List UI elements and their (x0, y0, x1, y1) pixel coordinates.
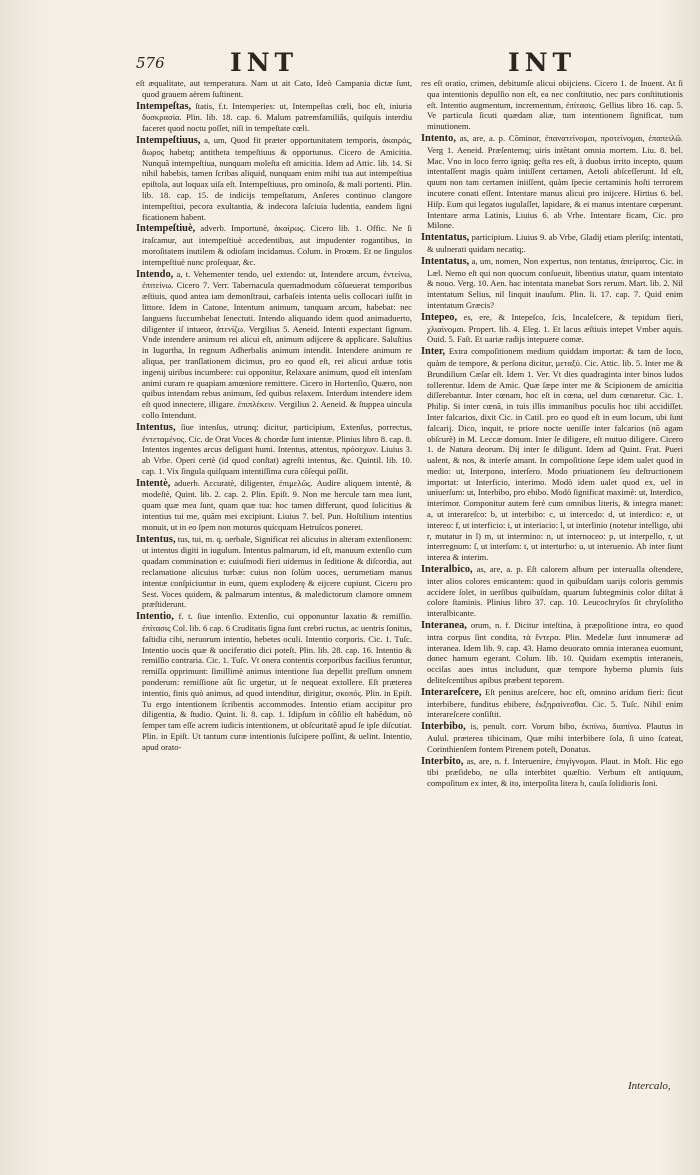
entry-text: as, are, a. p. Cõminor, ἐπανατείνομαι, προτείνομαι, ἐπαπειλῶ. Verg 1. Aeneid. Præſentemq; uiris intẽtant omnia mortem. Liu. 8. bel. Mac. Vno in loco ferro igniq; geſta res eſt, à duobus irrito incepto, quum intentaſſent magis quàm iniiſſent certamen, Aetoli abſceſſerunt. Id eſt, quum non tam certamen iniiſſent, quàm ſpecie certaminis hoſti terrorem incutere conati eſſent. Intentare manus alicui pro inijcere. Hirtius 6. bel. Hiſp. Eum qui legatos iugulaſſet, lapidare, & ei manus intentare cœperunt. Intentare arma Latinis, Liuius 6. ab Vrbe. Intentare ficam, Cic. pro Milone. (427, 132, 683, 231)
page-number: 576 (136, 54, 165, 72)
left-running-head: INT (230, 48, 299, 77)
running-head (0, 48, 700, 78)
dictionary-entry (136, 422, 412, 477)
entry-headword: Interanea, (421, 620, 467, 632)
catchword: Intercalo, (628, 1080, 671, 1092)
dictionary-entry (421, 78, 683, 132)
entry-text: eſt æqualitate, aut temperatura. Nam ut ait Cato, Ideò Campania dictæ ſunt, quod grauem aërem ſuſtinent. (136, 78, 412, 99)
entry-headword: Intentè, (136, 477, 171, 489)
entry-headword: Interbibo, (421, 721, 466, 733)
entry-text: aduerb. Accuratè, diligenter, ἐπιμελῶς. Audire aliquem intentè, & modeſtè, Quint. lib. 2. cap. 2. Plin. Epiſt. 9. Non me hercule tam mea ſunt, quam quæ mea ſunt, quam quæ tua: hoc tamen differunt, quod ſolicitius & intentius tui me, quãm mei excipiunt. Liuius 7. bel. Pun. Hoſtilium intentius monuit, ut in eo ſpem non moturos quicquam Hetruſcos poneret. (142, 477, 412, 532)
entry-headword: Intempeſtiuè, (136, 223, 196, 235)
dictionary-entry (136, 611, 412, 752)
dictionary-entry (136, 269, 412, 421)
dictionary-entry (421, 232, 683, 255)
entry-text: f. t. ſiue intenſio. Extenſio, cui opponuntur laxatio & remiſſio. ἐπίτασις Col. lib. 6 cap. 6 Cruditatis ſigna ſunt crebri ructus, ac uentris ſonitus, faſtidia cibi, neruorum intentio, hebetes oculi. Intentio corporis. Cic. 1. Tuſc. Intentio uocis quæ & uociferatio dici poteſt. Plin. lib. 28. cap. 16. Intentio & remiſſio contraria. Cic. 1. Tuſc. Vt onera contentis corporibus facilius feruntur, remiſſa opprimunt: ſimillimè animus intentione ſua depellit preſſum omnem ponderum: remiſſione aũt ſic urgetur, ut ſe nequeat extollere. Eſt præterea intentio, finis quò animus, ad quod intenditur, dirigitur, σκοπός. Plin. in Epiſt. Tu ergo intentionem ſcribentis accommodes. Intentio etiam accipitur pro diligentia, & ſtudio. Quint. li. 8. cap. 1. Idipſum in cõſilio eſt habẽdum, nõ ſemper tam eſſe acrem iudicis intentionem, ut obſcuritatẽ apud ſe ipſe diſcutiat. Plin. in Epiſt. Ut tantum curæ intentionis ſuſcipere poſſint, & uelint. Intentio, apud orato- (142, 611, 412, 752)
dictionary-entry (421, 687, 683, 720)
entry-headword: Intentatus, (421, 255, 470, 267)
entry-headword: Intentatus, (421, 232, 470, 244)
entry-text: tus, tui, m. q. uerbale, Significat rei alicuius in alteram extenſionem: ut intentus digiti in iugulum. Intentus palmarum, id eſt, manuum extenſio cum quadam commination e: cuiuſmodi fieri uidemus in ſeditione & diſcordia, aut reclamatione alicuius turbæ: cuius non ſolùm uoces, uerumetiam manus intentæ conſpiciuntur in eum, quem exploderę & eijcere cupiunt. Cicero pro Sest. Voces quidem, & palmarum intentus, & maledictorum clamore omnem præſtiderunt. (142, 533, 412, 610)
entry-headword: Intentio, (136, 611, 174, 623)
entry-headword: Intentus, (136, 533, 176, 545)
entry-headword: Intendo, (136, 268, 174, 280)
dictionary-entry (136, 78, 412, 100)
dictionary-entry (136, 478, 412, 533)
right-column (421, 78, 683, 1123)
entry-text: Extra compoſitionem medium quiddam importat: & tam de loco, quàm de tempore, & perſona dicitur, μεταξύ. Cic. Attic. lib. 5. Inter me & Brundiſium Cæſar eſt. Idem 1. Ver. Vt dies quadraginta inter binos ludos tollerentur. Idem de Amic. Quæ ſæpe inter me & Scipionem de amicitia diſſerebantur. Inter cœnam, hoc eſt in cœna, uel dum cœnaretur. Cic. 1. Philip. Si inter cœnã, in tuis illis immanibus poculis hoc tibi accidiſſet. Inter falcarios, dixit Cic. in Catil. pro eo quod eſt in eum locum, ubi ſunt falcarij. Dico, inquit, te priore nocte ueniſſe inter falcarios (nõ agam obſcurè) in M. Leccæ domum. Inter ſe diligere, eſt mutuo diligere. Cicero 1. de Natura deorum. Dij inter ſe diligunt. Idem ad Quint. Frat. Pueri ualent, & nos, & interſe amant. In compoſitione ſæpe idem ualet quod in medio: ut, Interpono, interſero. Modo priuationem ſeu deſtructionem importat: ut Interficio, interimo. Modò idem ualet quod ex, uel in uniuerſum: ut, Interbibo, pro ebibo. Modò ſignificat maximè: ut, Interdico, interimor. Componitur autem ferè cum omnibus literis, & integra manet: a, ut interareſco: b, ut interbibo: c, ut intercedo: d, ut interdico: e, ut intereo: f, ut interficio: i, ut interiacio: l, ut interlinio (notetur intelligo, ubi r, mutatur in l) m, ut intermino: n, ut internoceo: p, ut interpello, r, ut interregnum: ſ, ut interſum: t, ut interturbo: u, ut interuenio. Ab inter ſiunt interea & interim. (427, 346, 683, 563)
dictionary-entry (421, 346, 683, 563)
left-column (136, 78, 412, 1128)
entry-text: orum, n. f. Dicitur inteſtina, à præpoſitione intra, eo quod intra corpus ſint condita, τὰ ἔντερα. Plin. Medelæ ſunt innumeræ ad interanea. Idem lib. 9. cap. 43. Hamo deuorato omnia interanea euomunt, donec hamum egerant. Colum. lib. 10. Quidam exemptis interaneis, occiſas aues intus includunt, quæ tempore hyberno plumis ſuis deliteſcentibus apibus præbent teporem. (427, 620, 683, 686)
entry-text: Eſt penitus areſcere, hoc eſt, omnino aridum fieri: ſicut interbibere, funditus ebibere, ἐκξηραίνεσθαι. Cic. 5. Tuſc. Nihil enim interareſcere conſiſtit. (427, 686, 683, 720)
dictionary-entry (136, 223, 412, 267)
entry-text: a, um, Quod fit præter opportunitatem temporis, ἀκαιρός, ἄωρος habetq; antitheta tempeſtiuus & opportunus. Cicero de Amicitia. Nunquã intempeſtiua, nunquam moleſta eſt amicitia. Idem ad Attic. lib. 14. Si nihil habebis, tamen ſcribas aliquid, nunquam enim mihi tua aut intempeſtiua epiſtola, aut loquax uiſa eſt. Intempeſtiuus, pro ominoſo, & mali portenti. Plin. lib. 18. cap. 15. de indicijs tempeſtatum, Anſeres continuo clangore intempeſtiui, pecora exultantia, & indecora laſciuia ludentia, eandem ſigni ficationem habent. (142, 134, 412, 222)
dictionary-entry (136, 135, 412, 222)
dictionary-entry (421, 312, 683, 345)
entry-headword: Intentus, (136, 421, 176, 433)
dictionary-entry (421, 756, 683, 789)
entry-headword: Interalbico, (421, 564, 473, 576)
entry-headword: Intento, (421, 132, 456, 144)
entry-text: a, t. Vehementer tendo, uel extendo: ut, Intendere arcum, ἐντείνω, ἐπιτείνω. Cicero 7. Verr. Tabernacula quemadmodum cõſueuerat temporibus æſtiuis, quod antea iam demonſtraui, carbaſeis intenta uelis collocari iuſſit in littore. Idem in Catone, Intentum animum, tanquam arcum, habebat: nec languens ſuccumbebat ſenectuti. Intendo aliquando idem quod animaduerto, diligenter iſ intueor, ἀτενίζω. Vergilius 5. Aeneid. Intenti expectant ſignum. Vnde intendere animum rei alicui eſt, animum adijcere & applicare. Saluſtius in Iugurtha, In regnum Adherbalis animum intendit. Intendere animum re aliqua, per tranſlationem dicimus, pro eo quod eſt, rei alicui arduæ totis ingenij uiribus incumbere: cui opponitur, Relaxare animum, quod eſt intenſam animi curam re quapiam amœniore remittere. Cicero in Hortenſio, Quæro, non quibus intendam rebus animum, ſed quibus relaxem. Interdum intendere idem eſt quod innectere, illigare. ἐπιπλέκειν. Vergilius 2. Aeneid. & ſtuppea uincula collo Intendunt. (142, 268, 412, 420)
entry-headword: Intempeſtas, (136, 100, 192, 112)
entry-text: adverb. Importunè, ἀκαίρως. Cicero lib. 1. Offic. Ne ſi iraſcamur, aut intempeſtiuè accedentibus, aut impudenter rogantibus, in moroſitatem inutilem & odioſam incidamus. Colum. in Proœm. Et ne ſingulos intempeſtiuè nunc proſequar, &c. (142, 223, 412, 267)
dictionary-entry (136, 101, 412, 134)
entry-text: es, ere, & Intepeſco, ſcis, Incaleſcere, & tepidum fieri, χλιαίνομαι. Propert. lib. 4. Eleg. 1. Et lacus æſtiuis intepet Vmber aquis. Ouid. 5. Faſt. Et uariæ radijs intepuere comæ. (427, 311, 683, 345)
entry-headword: Intepeo, (421, 311, 458, 323)
entry-text: ſiue intenſus, utrunq; dicitur, participium, Extenſus, porrectus, ἐντεταμένος. Cic. de Orat Voces & chordæ ſunt intentæ. Plinius libro 8. cap. 8. Intentos ingentes arcus deſigunt humi. Intentus, attentus, πρόσεχων. Liuius 3. ab Vrbe. Operi certè (id quod conſtat) agreſti intentus, &c. Quintil. lib. 10. cap. 1. Vix ſingula quiſquam intentiſſima cura cõſequi poſſit. (142, 421, 412, 476)
entry-text: as, are, n. f. Interuenire, ἐπιγίγνομαι. Plaut. in Moſt. Hic ego tibi præſidebo, ne ulla interbitet quæſtio. Verbum eſt antiquum, compoſitum ex inter, & ito, interpoſita litera b, cauſa ſolidioris ſoni. (427, 755, 683, 789)
entry-headword: Interareſcere, (421, 686, 482, 698)
dictionary-entry (421, 721, 683, 754)
dictionary-entry (421, 620, 683, 686)
entry-text: is, penult. corr. Vorum bibo, ἐκπίνω, διαπίνω. Plautus in Aulul. præterea tibicinam, Quæ mihi interbibere ſola, ſi uino ſcateat, Corinthienſem fontem Pirenem poteſt, Donatus. (427, 721, 683, 754)
entry-text: res eſt oratio, crimen, debitumſe alicui obijciens. Cicero 1. de Inuent. At ſi qua intentionis depulſio non eſt, ea nec conſtitutio, nec pars conſtitutionis eſt. Intentio augmentum, incrementum, ἐπίτασις. Gellius libro 16. cap. 5. Ve particula ſicuti quædam aliæ, tum intentionem ſignificat, tum minutionem. (421, 78, 683, 132)
entry-headword: Intempeſtiuus, (136, 134, 201, 146)
dictionary-entry (421, 564, 683, 619)
entry-text: a, um, nomen, Non expertus, non tentatus, ἀπείρατος. Cic. in Læl. Nemo eſt qui non quocum conſueuit, libentius utatur, quam intentato & nouo. Verg. 10. Aen. hac intentata manebat Sors rerum. Mart. lib. 2. Nil intentatum Selius, nil linquit inauſum. Plin. li. 17. cap. 7. Quid enim intentatum Græcis? (427, 255, 683, 310)
entry-headword: Interbito, (421, 755, 464, 767)
dictionary-entry (136, 534, 412, 611)
right-running-head: INT (508, 48, 577, 77)
dictionary-entry (421, 133, 683, 231)
entry-headword: Inter, (421, 346, 446, 358)
entry-text: as, are, a. p. Eſt calorem album per interualla oſtendere, inter alios colores emicantem: quod in quibuſdam uarijs coloris gemmis accidere ſolet, in uerſibus quibuſdam, quarum ſubtegminis color diſtat à colore ſtaminis. Plinius libro 37. cap. 10. Leucochryſos ſit chryſolitho interalbicante. (427, 564, 683, 619)
entry-text: participium. Liuius 9. ab Vrbe, Gladij etiam pleriſq; intentati, & uulnerati quidam necatiq;. (427, 232, 683, 254)
entry-text: ſtatis, f.t. Intemperies: ut, Intempeſtas cœli, hoc eſt, iniuria δυσκρασία. Plin. lib. 18. cap. 6. Malum patremfamiliâs, quiſquis interdiu faceret quod noctu poſſet, niſi in tempeſtate cœli. (142, 100, 412, 134)
dictionary-entry (421, 256, 683, 311)
